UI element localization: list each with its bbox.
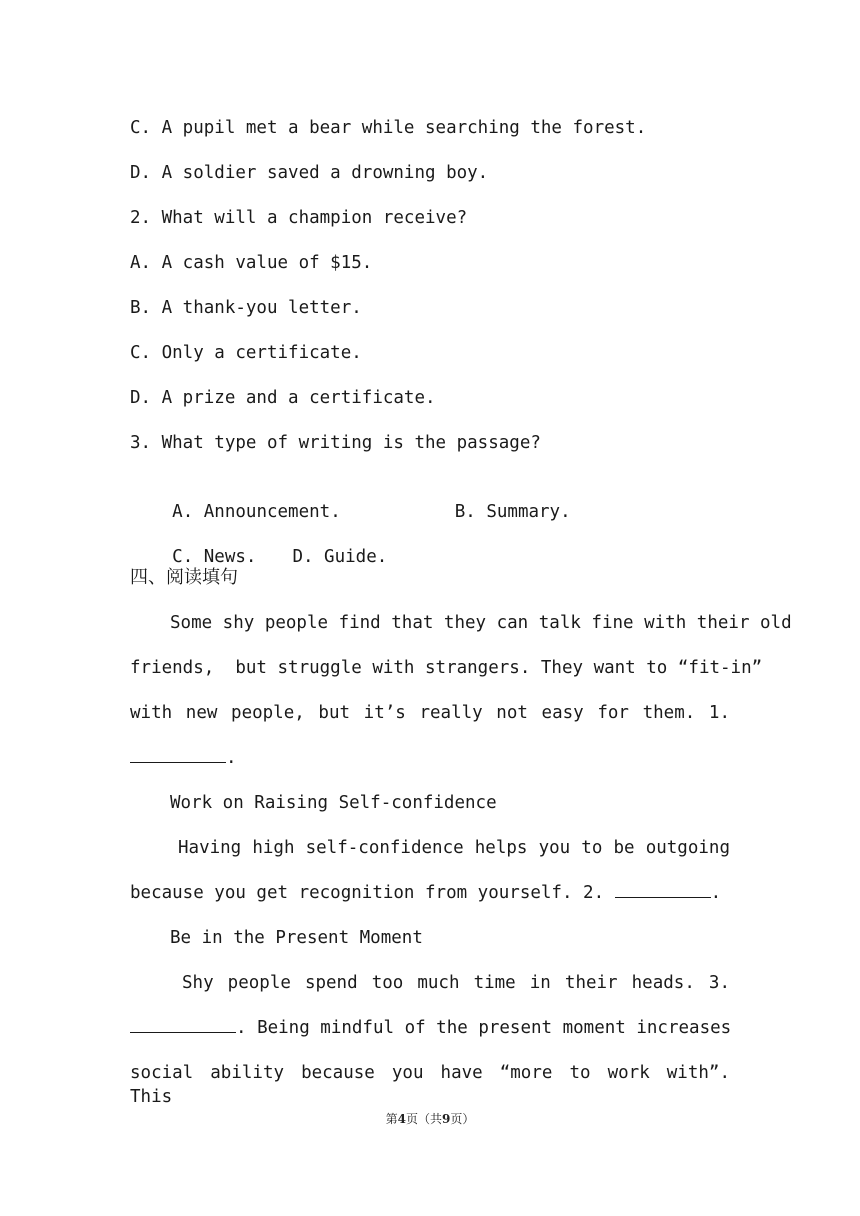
footer-page-number: 4 [397,1112,406,1126]
footer-suffix: 页） [450,1112,475,1126]
page-footer [0,1110,860,1127]
q1-option-c: C. A pupil met a bear while searching the forest. [130,118,647,138]
q2-option-a: A. A cash value of $15. [130,253,373,273]
footer-middle: 页（共 [405,1112,442,1126]
section-heading: 四、阅读填句 [130,567,238,588]
passage-line-with-blank [130,1016,730,1040]
q2-option-d: D. A prize and a certificate. [130,388,436,408]
q2-option-b: B. A thank-you letter. [130,298,362,318]
q2-option-c: C. Only a certificate. [130,343,362,363]
passage-line: Some shy people find that they can talk fine with their old [170,613,792,633]
passage-subheading: Work on Raising Self-confidence [170,793,497,813]
passage-text: . Being mindful of the present moment increases [236,1018,732,1038]
footer-total-pages: 9 [442,1112,451,1126]
passage-line: Shy people spend too much time in their heads. 3. [182,973,730,993]
q3-option-d: D. Guide. [292,547,388,567]
passage-line: social ability because you have “more to work with”. This [130,1063,730,1107]
passage-line-with-blank: because you get recognition from yourself. 2. . [130,883,722,903]
answer-blank-1: . [130,746,730,770]
passage-text: because you get recognition from yourself. 2. [130,883,605,903]
q2-question: 2. What will a champion receive? [130,208,468,228]
passage-line: with new people, but it’s really not easy for them. 1. [130,703,730,723]
blank-line [130,746,226,763]
blank-line [130,1016,236,1033]
q3-option-a: A. Announcement. [172,502,341,522]
q3-option-b: B. Summary. [454,502,571,522]
passage-subheading: Be in the Present Moment [170,928,423,948]
passage-line: Having high self-confidence helps you to be outgoing [178,838,730,858]
q3-option-c: C. News. [172,547,257,567]
blank-line [615,881,711,898]
footer-prefix: 第 [385,1112,398,1126]
q1-option-d: D. A soldier saved a drowning boy. [130,163,489,183]
passage-line: friends, but struggle with strangers. They want to “fit-in” [130,658,763,678]
q3-question: 3. What type of writing is the passage? [130,433,541,453]
